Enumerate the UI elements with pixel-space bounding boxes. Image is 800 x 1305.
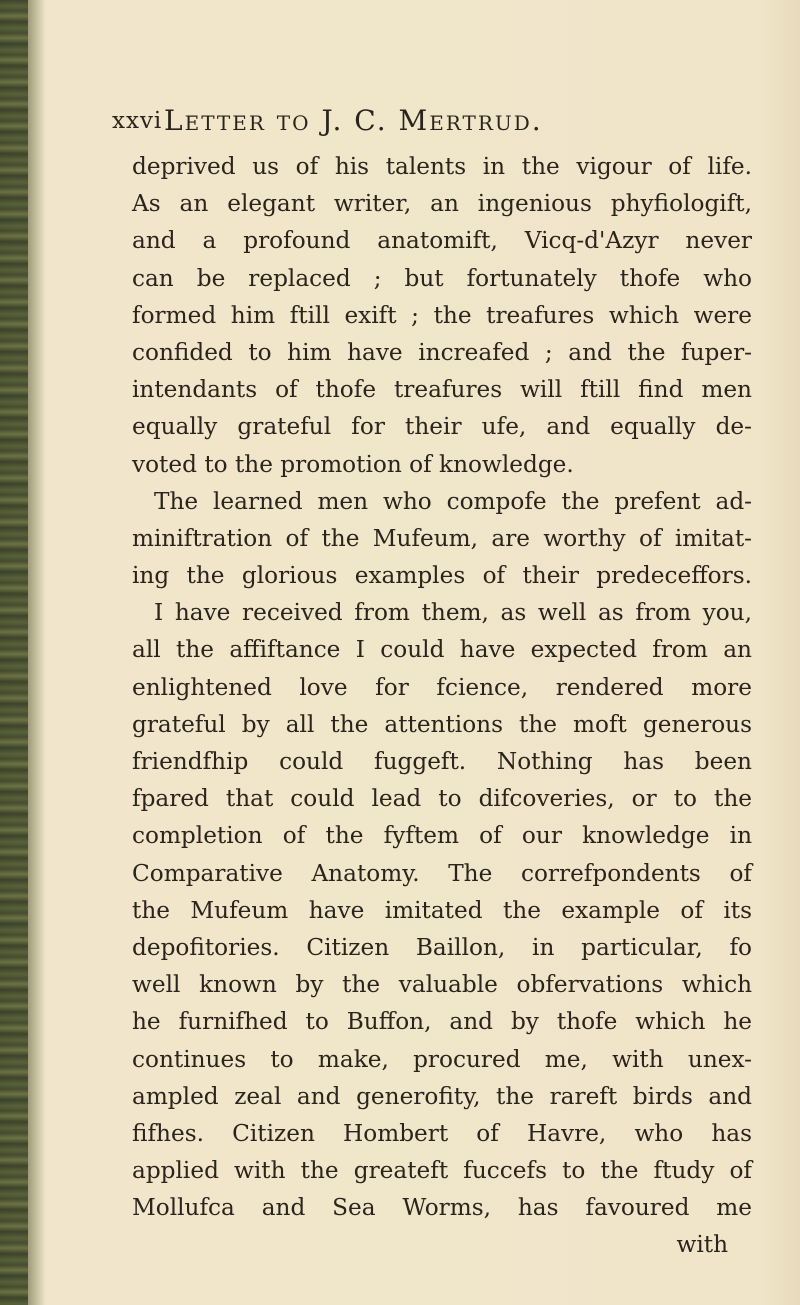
text-line: he furnifhed to Buffon, and by thofe which he <box>132 1008 752 1036</box>
text-line: intendants of thofe treafures will ftill find men <box>132 376 752 404</box>
text-line: equally grateful for their ufe, and equally de- <box>132 413 752 441</box>
text-line: can be replaced ; but fortunately thofe who <box>132 264 752 292</box>
text-line: depofitories. Citizen Baillon, in particular, fo <box>132 933 752 961</box>
text-line: and a profound anatomift, Vicq-d'Azyr never <box>132 227 752 255</box>
text-line: Comparative Anatomy. The correfpondents of <box>132 859 752 887</box>
text-line: the Mufeum have imitated the example of its <box>132 896 752 924</box>
text-line: continues to make, procured me, with unex- <box>132 1045 752 1073</box>
text-line: miniftration of the Mufeum, are worthy of imitat- <box>132 524 752 552</box>
page-header <box>112 104 752 144</box>
text-line: all the affiftance I could have expected from an <box>132 636 752 664</box>
text-line: The learned men who compofe the prefent ad- <box>154 487 752 515</box>
binding-edge <box>0 0 28 1305</box>
text-line: applied with the greateft fuccefs to the ftudy of <box>132 1157 752 1185</box>
text-line: I have received from them, as well as from you, <box>154 599 752 627</box>
text-line: friendfhip could fuggeft. Nothing has been <box>132 748 752 775</box>
text-line: well known by the valuable obfervations which <box>132 971 752 999</box>
binding-shadow <box>28 0 46 1305</box>
text-line: grateful by all the attentions the moft generous <box>132 710 752 738</box>
text-line: Mollufca and Sea Worms, has favoured me <box>132 1194 752 1222</box>
text-line: formed him ftill exift ; the treafures which were <box>132 301 752 329</box>
text-line: fifhes. Citizen Hombert of Havre, who has <box>132 1119 752 1147</box>
page-number: xxvi <box>112 108 163 134</box>
text-line: fpared that could lead to difcoveries, or to the <box>132 785 752 813</box>
text-line: voted to the promotion of knowledge. <box>132 450 574 478</box>
body-text <box>132 148 752 1264</box>
catchword: with <box>676 1231 728 1259</box>
running-head: Letter to J. C. Mertrud. <box>164 104 543 137</box>
text-line: ing the glorious examples of their predeceffors. <box>132 562 752 590</box>
text-line: enlightened love for fcience, rendered more <box>132 673 752 701</box>
text-line: completion of the fyftem of our knowledge in <box>132 822 752 850</box>
text-line: ampled zeal and generofity, the rareft birds and <box>132 1082 752 1110</box>
text-line: deprived us of his talents in the vigour of life. <box>132 153 752 180</box>
text-line: confided to him have increafed ; and the fuper- <box>132 338 752 366</box>
text-line: As an elegant writer, an ingenious phyfiologift, <box>132 190 752 218</box>
